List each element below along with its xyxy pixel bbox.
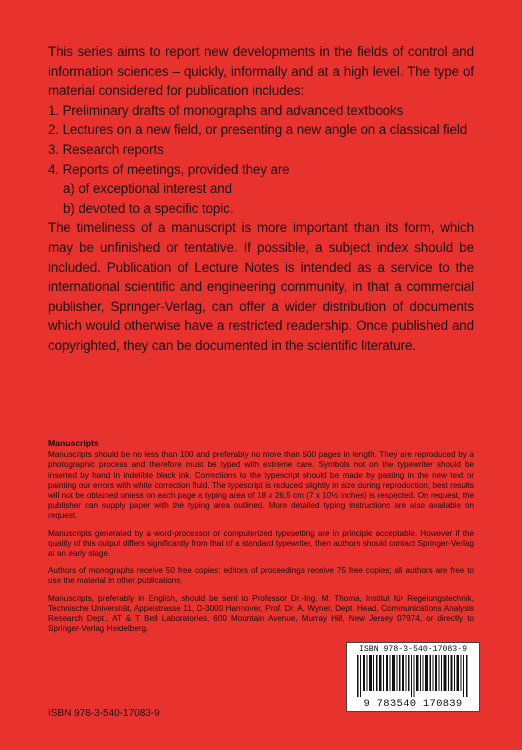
manuscripts-section bbox=[48, 438, 474, 641]
barcode-bars bbox=[357, 655, 469, 697]
manuscripts-paragraph: Authors of monographs receive 50 free copies; editors of proceedings receive 75 free copies; all authors are free to use the material in other publications. bbox=[48, 566, 474, 586]
isbn-text: ISBN 978-3-540-17083-9 bbox=[48, 708, 160, 719]
timeliness-paragraph: The timeliness of a manuscript is more important than its form, which may be unfinished or tentative. If possible, a subject index should be included. Publication of Lecture Notes is intended as a service to the international scientific and engineering community, in that a commercial publisher, Springer-Verlag, can offer a wider distribution of documents which would otherwise have a restricted readership. Once published and copyrighted, they can be documented in the scientific literature. bbox=[48, 220, 474, 353]
list-item: 3. Research reports bbox=[48, 141, 164, 157]
list-item: 2. Lectures on a new field, or presenting a new angle on a classical field bbox=[48, 122, 468, 138]
isbn-barcode bbox=[346, 642, 480, 712]
barcode-isbn-label: ISBN 978-3-540-17083-9 bbox=[358, 645, 468, 654]
sub-list-item: b) devoted to a specific topic. bbox=[63, 200, 234, 216]
sub-list-item: a) of exceptional interest and bbox=[63, 181, 232, 197]
manuscripts-heading: Manuscripts bbox=[48, 438, 99, 448]
list-item: 4. Reports of meetings, provided they are bbox=[48, 161, 290, 177]
intro-paragraph: This series aims to report new developments in the fields of control and information sciences – quickly, informally and at a high level. The type of material considered for publication includes: bbox=[48, 44, 474, 99]
manuscripts-paragraph: Manuscripts generated by a word-processor or computerized typesetting are in principle acceptable. However if the quality of this output differs significantly from that of a standard typewriter, then authors should contact Springer-Verlag at an early stage. bbox=[48, 528, 474, 559]
list-item: 1. Preliminary drafts of monographs and advanced textbooks bbox=[48, 102, 404, 118]
barcode-digits: 9 783540 170839 bbox=[363, 698, 463, 710]
manuscripts-paragraph: Manuscripts, preferably in English, should be sent to Professor Dr.-Ing. M. Thoma, Institut für Regelungstechnik, Technische Universität, Appelstrasse 11, D-3000 Hannover, Prof. Dr. A. Wyner, Dept. Head, Communications Analysis Research Dept., AT & T Bell Laboratories, 600 Mountain Avenue, Murray Hill, New Jersey 07974, or directly to Springer-Verlag Heidelberg. bbox=[48, 593, 474, 634]
series-description bbox=[48, 42, 474, 356]
manuscripts-paragraph: Manuscripts should be no less than 100 and preferably no more than 500 pages in length. They are reproduced by a photographic process and therefore must be typed with extreme care. Symbols not on the typewriter should be inserted by hand in indelible black ink. Corrections to the typescript should be made by pasting in the new text or painting our errors with white correction fluid. The typescript is reduced slightly in size during reproduction; best results will not be obtained unless on each page a typing area of 18 x 26,5 cm (7 x 10½ inches) is respected. On request, the publisher can supply paper with the typing area outlined. More detailed typing instructions are also available on request. bbox=[48, 450, 474, 521]
